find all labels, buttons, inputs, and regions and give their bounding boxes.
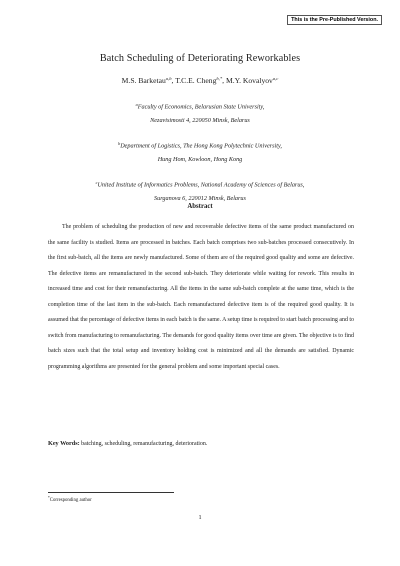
footnote-text: Corresponding author bbox=[49, 498, 92, 503]
affiliation-marker: a bbox=[135, 102, 138, 107]
keywords-label: Key Words: bbox=[48, 440, 80, 447]
affiliation-marker: c bbox=[95, 180, 98, 185]
footnote bbox=[48, 496, 92, 503]
affiliation-line: Department of Logistics, The Hong Kong Polytechnic University, bbox=[120, 142, 282, 150]
author-separator: , bbox=[171, 76, 176, 85]
affiliation-c bbox=[0, 176, 400, 205]
affiliation-address: Hung Hom, Kowloon, Hong Kong bbox=[157, 155, 243, 163]
author-name: M.S. Barketau bbox=[121, 76, 166, 85]
affiliation-address: Surganova 6, 220012 Minsk, Belarus bbox=[154, 194, 246, 202]
author-name: M.Y. Kovalyov bbox=[225, 76, 273, 85]
prepublished-stamp: This is the Pre-Published Version. bbox=[287, 15, 382, 25]
author-affil-marker: a,c bbox=[272, 76, 279, 81]
affiliation-b bbox=[0, 137, 400, 166]
affiliation-line: Faculty of Economics, Belarusian State University, bbox=[137, 103, 265, 111]
keywords bbox=[48, 440, 354, 447]
affiliation-marker: b bbox=[118, 141, 121, 146]
keywords-list: batching, scheduling, remanufacturing, deterioration. bbox=[81, 441, 208, 447]
affiliation-address: Nezavisimosti 4, 220050 Minsk, Belarus bbox=[150, 116, 250, 124]
author-separator: , bbox=[222, 76, 226, 85]
page-number: 1 bbox=[198, 514, 202, 521]
author-list bbox=[0, 76, 400, 85]
author-name: T.C.E. Cheng bbox=[175, 76, 217, 85]
paper-title: Batch Scheduling of Deteriorating Reworkables bbox=[99, 53, 301, 64]
footnote-divider bbox=[48, 492, 174, 493]
abstract-heading: Abstract bbox=[187, 203, 213, 210]
affiliation-line: United Institute of Informatics Problems, National Academy of Sciences of Belarus, bbox=[97, 181, 305, 189]
footnote-marker: * bbox=[48, 496, 50, 500]
abstract-body: The problem of scheduling the production of new and recoverable defective items of the same product manufactured on the same facility is studied. Items are processed in batches. Each batch comprises two sub-batches processed consecutively. In the first sub-batch, all the items are newly manufactured. Some of them are of the required good quality and some are defective. The defective items are remanufactured in the second sub-batch. They deteriorate while waiting for rework. This results in increased time and cost for their remanufacturing. All the items in the same sub-batch complete at the same time, which is the completion time of the last item in the sub-batch. Each remanufactured defective item is of the required good quality. It is assumed that the percentage of defective items in each batch is the same. A setup time is required to start batch processing and to switch from manufacturing to remanufacturing. The demands for good quality items over time are given. The objective is to find batch sizes such that the total setup and inventory holding cost is minimized and all the demands are satisfied. Dynamic programming algorithms are presented for the general problem and some important special cases. bbox=[48, 224, 355, 370]
author-affil-marker: a,b bbox=[165, 76, 172, 81]
affiliation-a bbox=[0, 98, 400, 127]
author-affil-marker: b,* bbox=[216, 76, 223, 81]
